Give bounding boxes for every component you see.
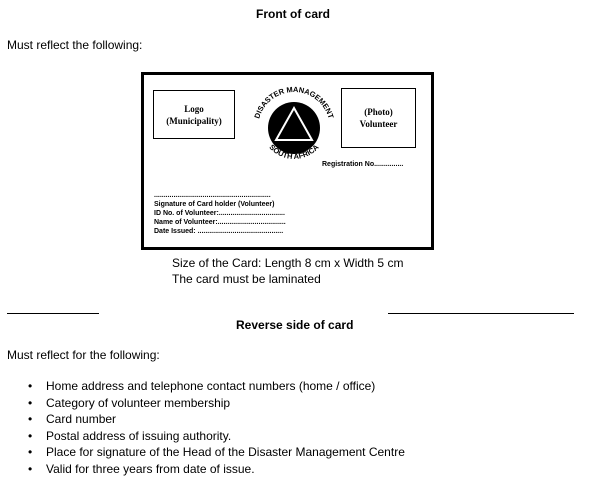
logo-sublabel: (Municipality) bbox=[166, 115, 222, 126]
list-item: • Card number bbox=[28, 411, 405, 428]
separator-right bbox=[388, 313, 574, 314]
photo-sublabel: Volunteer bbox=[359, 119, 398, 129]
list-item: • Postal address of issuing authority. bbox=[28, 428, 405, 445]
photo-placeholder bbox=[341, 88, 416, 148]
laminated-note: The card must be laminated bbox=[172, 272, 321, 286]
reverse-requirements-list bbox=[28, 378, 405, 478]
volunteer-name-field: Name of Volunteer:................................... bbox=[154, 219, 286, 226]
front-intro: Must reflect the following: bbox=[7, 38, 143, 52]
date-issued-field: Date Issued: ............................................ bbox=[154, 228, 284, 235]
emblem-bottom-text: SOUTH AFRICA bbox=[267, 142, 321, 162]
photo-label: (Photo) bbox=[364, 107, 393, 117]
reverse-title: Reverse side of card bbox=[236, 318, 354, 332]
reverse-intro: Must reflect for the following: bbox=[7, 348, 160, 362]
list-item: • Category of volunteer membership bbox=[28, 395, 405, 412]
id-number-field: ID No. of Volunteer:.................................. bbox=[154, 210, 285, 217]
signature-block bbox=[154, 191, 286, 236]
list-item: • Home address and telephone contact numbers (home / office) bbox=[28, 378, 405, 395]
front-title: Front of card bbox=[256, 7, 330, 21]
registration-number-field: Registration No............... bbox=[322, 161, 404, 168]
separator-left bbox=[7, 313, 99, 314]
card-size-note: Size of the Card: Length 8 cm x Width 5 cm bbox=[172, 256, 404, 270]
logo-placeholder bbox=[153, 90, 235, 139]
list-item: • Valid for three years from date of issue. bbox=[28, 461, 405, 478]
emblem-top-text: DISASTER MANAGEMENT bbox=[252, 84, 336, 120]
volunteer-card-front bbox=[141, 72, 434, 250]
signature-label: Signature of Card holder (Volunteer) bbox=[154, 201, 275, 208]
list-item: • Place for signature of the Head of the Disaster Management Centre bbox=[28, 444, 405, 461]
logo-label: Logo bbox=[184, 103, 204, 114]
signature-line: ............................................................ bbox=[154, 192, 271, 199]
